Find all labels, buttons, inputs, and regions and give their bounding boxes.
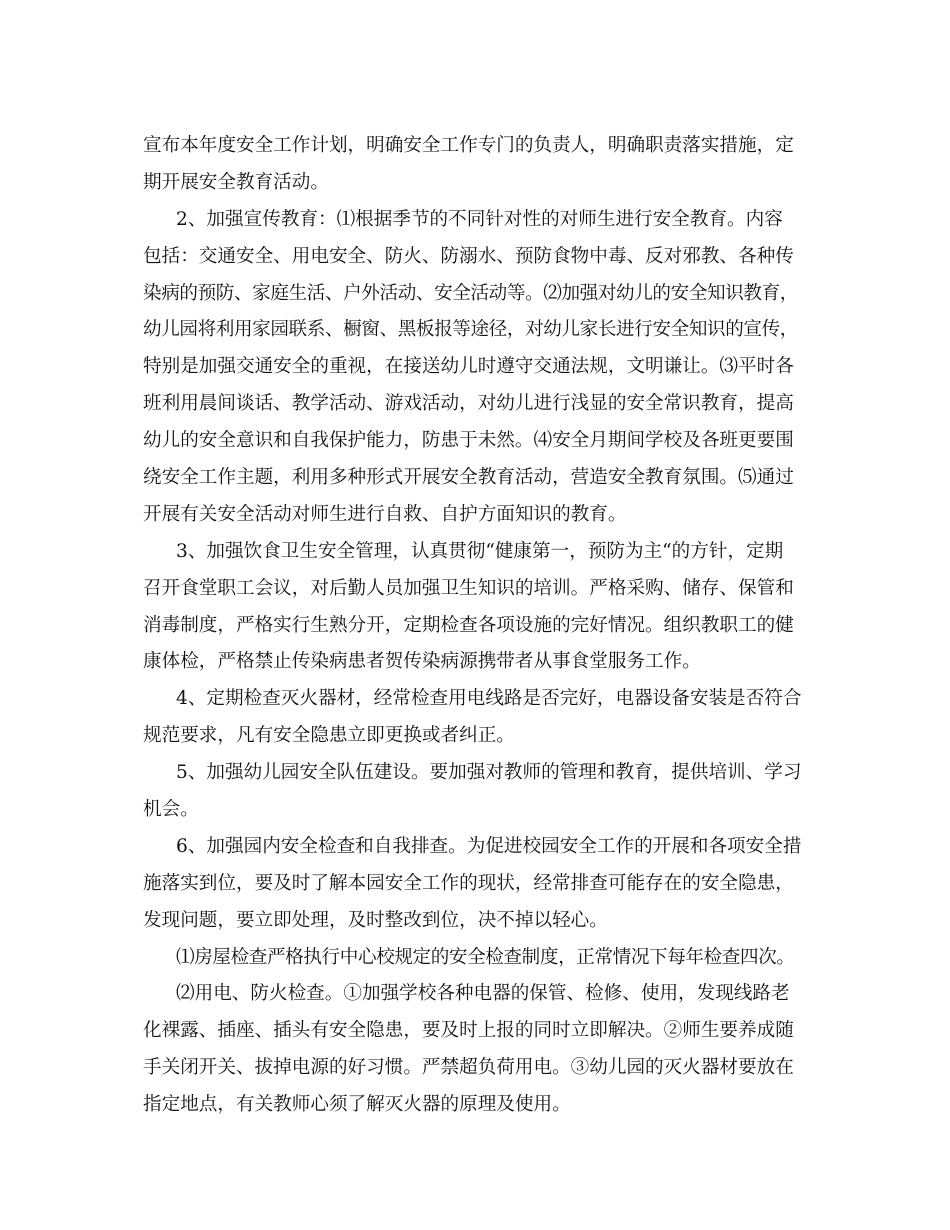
text-line: 发现问题，要立即处理，及时整改到位，决不掉以轻心。 [143, 909, 608, 931]
text-line: 化裸露、插座、插头有安全隐患，要及时上报的同时立即解决。②师生要养成随 [143, 1020, 794, 1042]
text-line: 特别是加强交通安全的重视，在接送幼儿时遵守交通法规，文明谦让。⑶平时各 [143, 356, 794, 378]
text-line: 期开展安全教育活动。 [143, 171, 329, 193]
text-line: 机会。 [143, 799, 199, 821]
paragraph-start-line: 2、加强宣传教育：⑴根据季节的不同针对性的对师生进行安全教育。内容 [176, 208, 783, 230]
text-line: 染病的预防、家庭生活、户外活动、安全活动等。⑵加强对幼儿的安全知识教育， [143, 282, 798, 304]
paragraph-start-line: 5、加强幼儿园安全队伍建设。要加强对教师的管理和教育，提供培训、学习 [176, 762, 802, 784]
text-line: 开展有关安全活动对师生进行自救、自护方面知识的教育。 [143, 503, 627, 525]
text-line: 班利用晨间谈话、教学活动、游戏活动，对幼儿进行浅显的安全常识教育，提高 [143, 393, 794, 415]
text-line: 宣布本年度安全工作计划，明确安全工作专门的负责人，明确职责落实措施，定 [143, 135, 794, 156]
document-body [143, 128, 823, 1124]
text-line: 手关闭开关、拔掉电源的好习惯。严禁超负荷用电。③幼儿园的灭火器材要放在 [143, 1057, 794, 1079]
text-line: 指定地点，有关教师心须了解灭火器的原理及使用。 [143, 1094, 571, 1116]
text-line: 绕安全工作主题，利用多种形式开展安全教育活动，营造安全教育氛围。⑸通过 [143, 467, 794, 489]
text-line: 消毒制度，严格实行生熟分开，定期检查各项设施的完好情况。组织教职工的健 [143, 614, 794, 636]
text-line: 包括：交通安全、用电安全、防火、防溺水、预防食物中毒、反对邪教、各种传 [143, 245, 794, 267]
text-line: 康体检，严格禁止传染病患者贺传染病源携带者从事食堂服务工作。 [143, 651, 701, 673]
text-line: 施落实到位，要及时了解本园安全工作的现状，经常排查可能存在的安全隐患， [143, 872, 794, 894]
text-line: 幼儿园将利用家园联系、橱窗、黑板报等途径，对幼儿家长进行安全知识的宣传， [143, 319, 798, 341]
paragraph-start-line: ⑴房屋检查严格执行中心校规定的安全检查制度，正常情况下每年检查四次。 [176, 946, 795, 968]
paragraph-start-line: ⑵用电、防火检查。①加强学校各种电器的保管、检修、使用，发现线路老 [176, 983, 790, 1005]
text-line: 规范要求，凡有安全隐患立即更换或者纠正。 [143, 725, 515, 747]
paragraph-start-line: 4、定期检查灭火器材，经常检查用电线路是否完好，电器设备安装是否符合 [176, 688, 802, 710]
paragraph-start-line: 3、加强饮食卫生安全管理，认真贯彻“健康第一，预防为主“的方针，定期 [176, 540, 784, 562]
paragraph-start-line: 6、加强园内安全检查和自我排查。为促进校园安全工作的开展和各项安全措 [176, 835, 802, 857]
text-line: 召开食堂职工会议，对后勤人员加强卫生知识的培训。严格采购、储存、保管和 [143, 577, 794, 599]
text-line: 幼儿的安全意识和自我保护能力，防患于未然。⑷安全月期间学校及各班更要围 [143, 430, 794, 452]
